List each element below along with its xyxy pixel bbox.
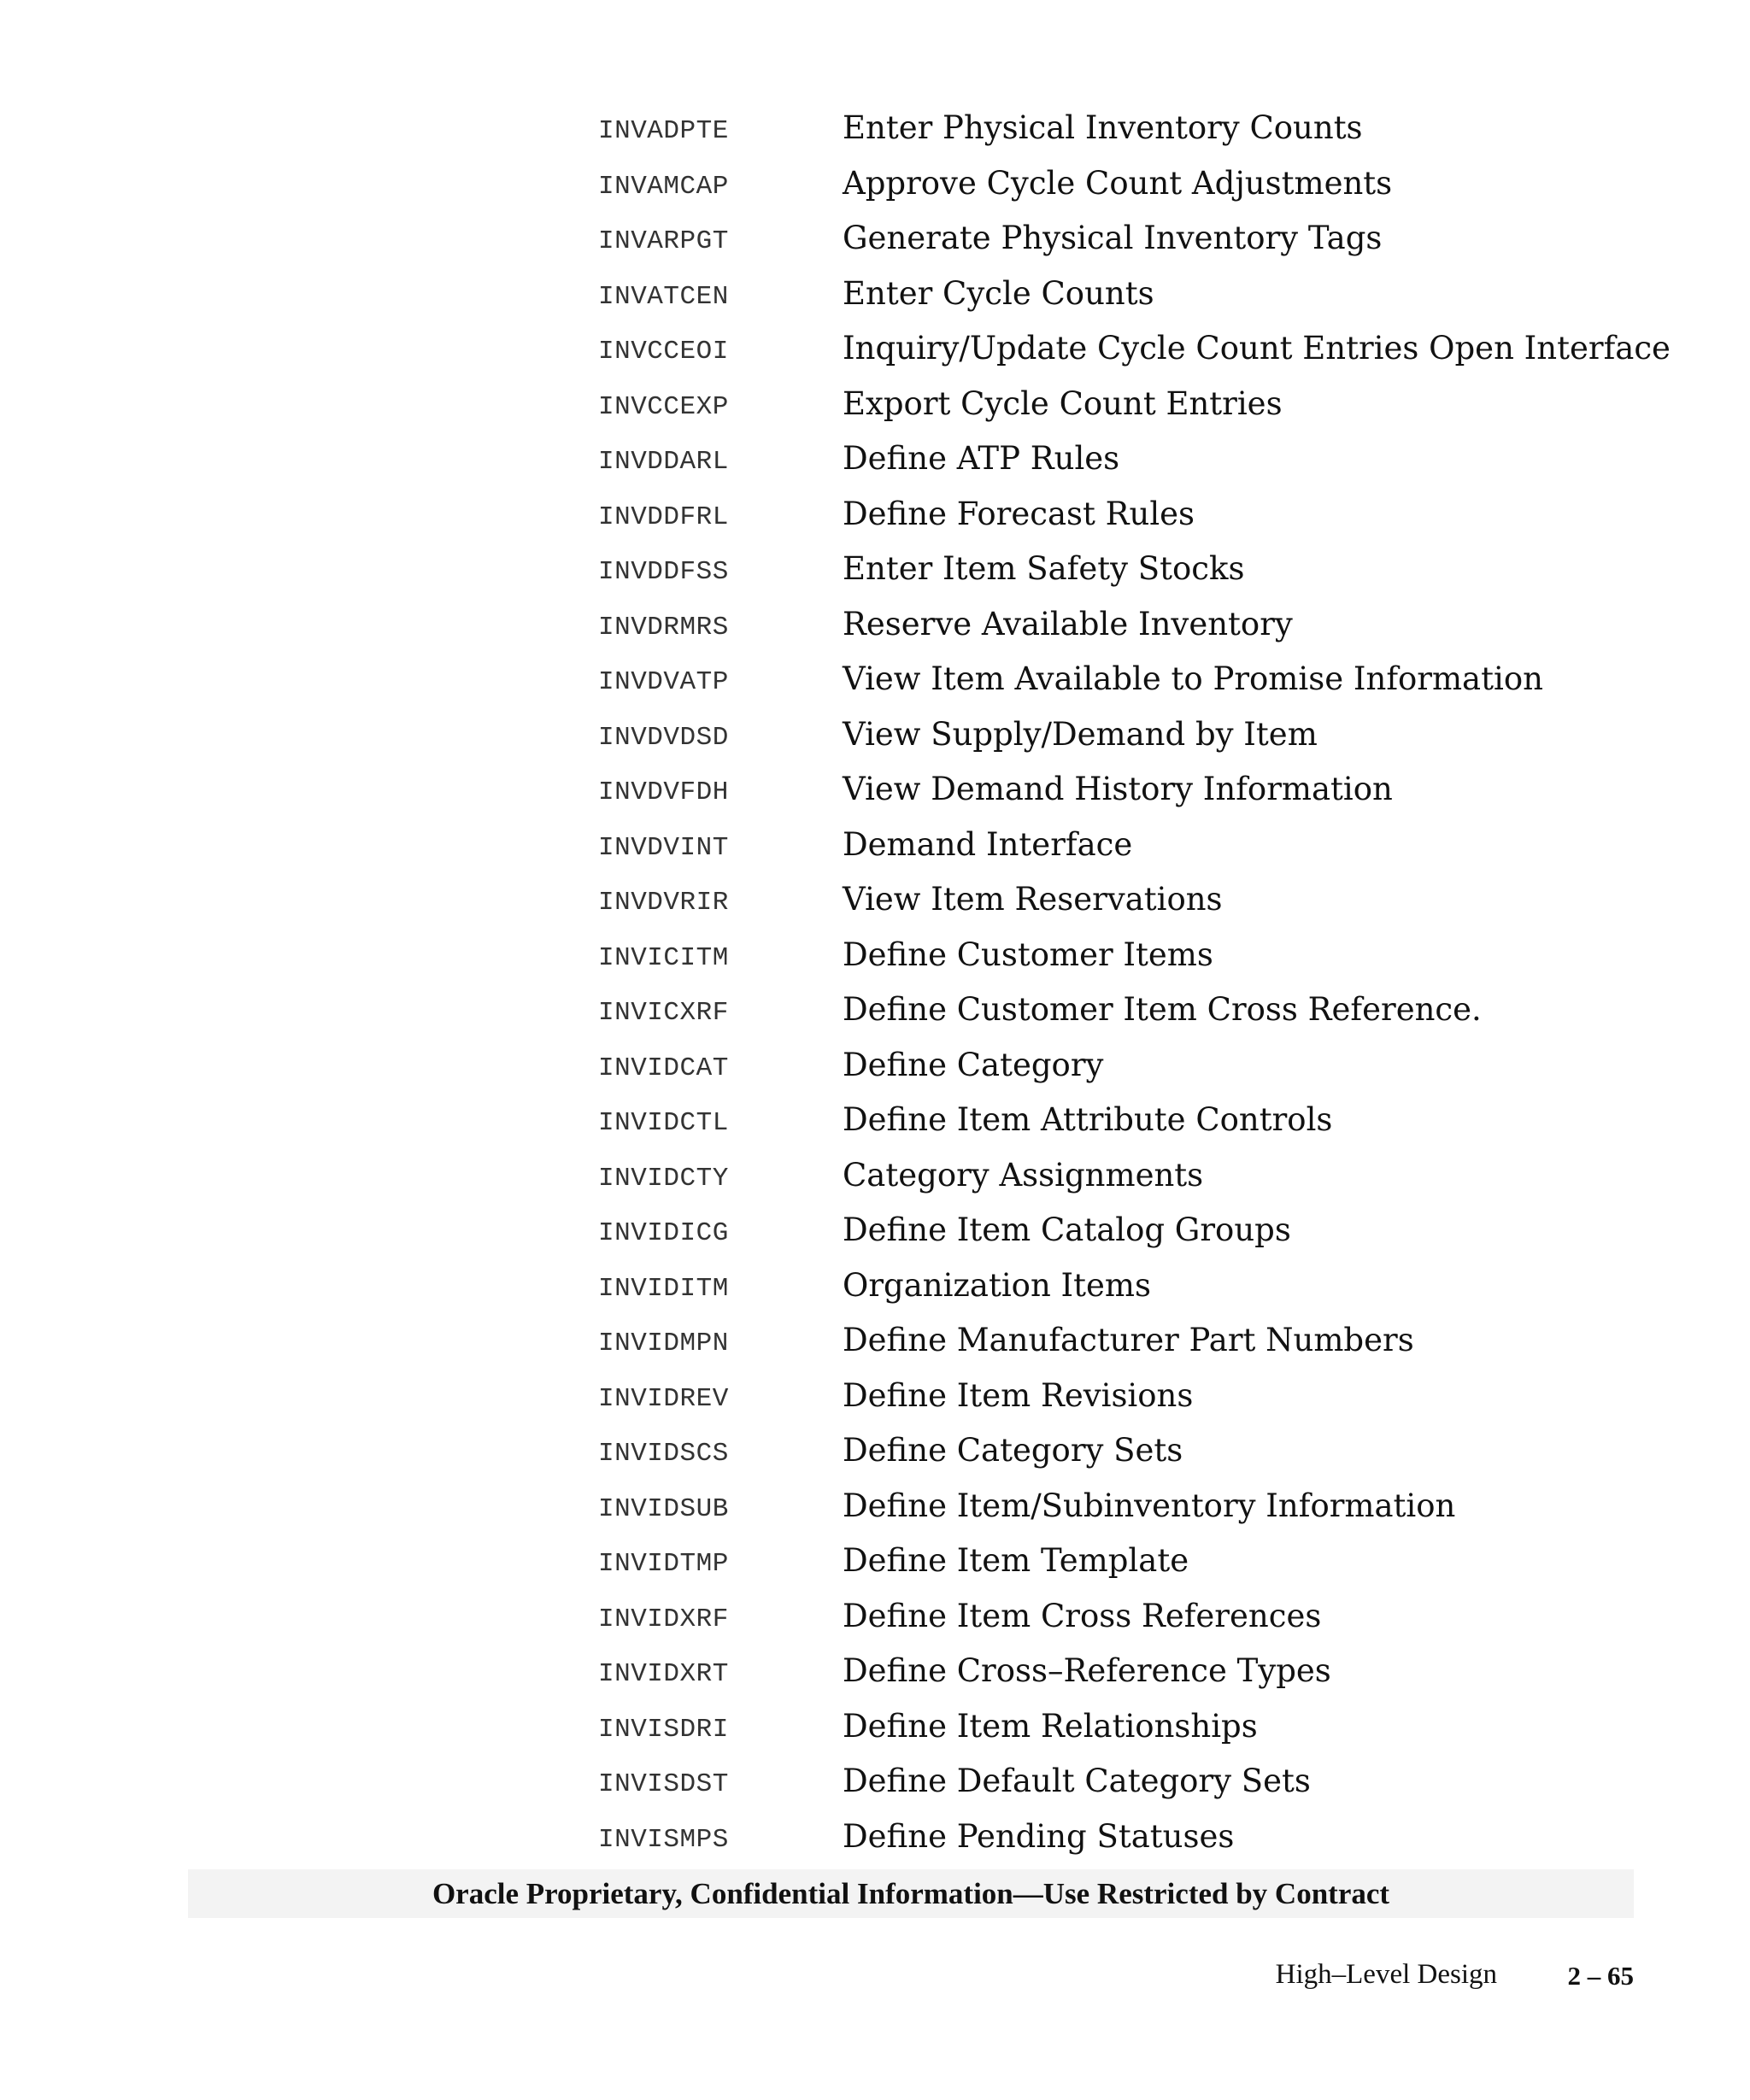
form-code: INVIDCTY <box>598 1163 729 1194</box>
form-description: View Item Available to Promise Information <box>843 660 1543 697</box>
list-item <box>0 377 1750 432</box>
list-item <box>0 321 1750 377</box>
form-code: INVIDMPN <box>598 1329 729 1358</box>
form-description: View Demand History Information <box>843 771 1393 807</box>
form-code: INVDVFDH <box>598 777 729 807</box>
confidentiality-banner <box>188 1869 1634 1918</box>
form-code: INVDRMRS <box>598 612 729 642</box>
list-item <box>0 1258 1750 1314</box>
form-code: INVICXRF <box>598 998 729 1028</box>
form-code: INVIDCAT <box>598 1053 729 1083</box>
list-item <box>0 1093 1750 1148</box>
form-code: INVCCEOI <box>598 337 729 367</box>
form-code: INVIDCTL <box>598 1108 729 1138</box>
form-description: Define Item Revisions <box>843 1376 1194 1414</box>
form-description: Define Forecast Rules <box>843 495 1195 532</box>
list-item <box>0 1754 1750 1810</box>
form-code: INVIDXRT <box>598 1659 729 1689</box>
list-item <box>0 652 1750 707</box>
form-code: INVDDFRL <box>598 502 729 532</box>
form-description: Define Cross–Reference Types <box>843 1652 1331 1689</box>
form-description: Reserve Available Inventory <box>843 605 1293 642</box>
form-description: Define ATP Rules <box>843 440 1120 477</box>
form-description: Define Category Sets <box>843 1432 1183 1469</box>
form-description: Enter Physical Inventory Counts <box>843 109 1363 146</box>
list-item <box>0 1479 1750 1534</box>
list-item <box>0 101 1750 156</box>
list-item <box>0 872 1750 928</box>
form-description: View Item Reservations <box>843 881 1223 918</box>
form-code: INVDVRIR <box>598 888 729 918</box>
form-description: Define Item Catalog Groups <box>843 1211 1291 1248</box>
form-description: Enter Cycle Counts <box>843 274 1154 312</box>
form-description: Approve Cycle Count Adjustments <box>843 164 1393 202</box>
form-description: Category Assignments <box>843 1156 1204 1194</box>
form-description: Define Item Template <box>843 1542 1189 1579</box>
list-item <box>0 542 1750 597</box>
list-item <box>0 267 1750 322</box>
form-code: INVIDTMP <box>598 1549 729 1579</box>
list-item <box>0 431 1750 487</box>
form-code: INVIDICG <box>598 1218 729 1248</box>
form-description: Define Customer Items <box>843 936 1213 973</box>
form-code: INVDVINT <box>598 832 729 863</box>
page-number: 2 – 65 <box>1567 1961 1634 1991</box>
list-item <box>0 1699 1750 1755</box>
form-code: INVDVATP <box>598 667 729 697</box>
form-description: Generate Physical Inventory Tags <box>843 220 1383 256</box>
footer-section-title: High–Level Design <box>1275 1959 1497 1990</box>
form-code: INVISDRI <box>598 1714 729 1745</box>
list-item <box>0 818 1750 873</box>
form-code: INVISDST <box>598 1769 729 1799</box>
form-description: Define Item Cross References <box>843 1597 1322 1634</box>
list-item <box>0 1148 1750 1204</box>
form-description: Enter Item Safety Stocks <box>843 550 1245 587</box>
list-item <box>0 983 1750 1038</box>
form-code: INVATCEN <box>598 281 729 312</box>
list-item <box>0 211 1750 267</box>
list-item <box>0 1810 1750 1865</box>
list-item <box>0 1203 1750 1258</box>
form-list <box>0 101 1750 1864</box>
form-description: Organization Items <box>843 1266 1152 1304</box>
list-item <box>0 597 1750 653</box>
form-description: Export Cycle Count Entries <box>843 384 1283 422</box>
confidentiality-notice: Oracle Proprietary, Confidential Information––Use Restricted by Contract <box>432 1876 1390 1910</box>
form-code: INVARPGT <box>598 226 729 256</box>
list-item <box>0 762 1750 818</box>
list-item <box>0 1313 1750 1369</box>
form-code: INVAMCAP <box>598 171 729 202</box>
form-description: Define Pending Statuses <box>843 1817 1235 1855</box>
list-item <box>0 707 1750 763</box>
form-code: INVICITM <box>598 942 729 973</box>
form-description: Define Default Category Sets <box>843 1763 1311 1799</box>
form-description: View Supply/Demand by Item <box>843 715 1318 753</box>
list-item <box>0 1644 1750 1699</box>
list-item <box>0 1589 1750 1645</box>
form-description: Define Item/Subinventory Information <box>843 1487 1456 1524</box>
list-item <box>0 928 1750 983</box>
list-item <box>0 1369 1750 1424</box>
form-code: INVADPTE <box>598 116 729 146</box>
list-item <box>0 156 1750 212</box>
list-item <box>0 1038 1750 1094</box>
form-description: Demand Interface <box>843 825 1133 863</box>
form-code: INVIDSUB <box>598 1493 729 1524</box>
form-code: INVDVDSD <box>598 722 729 753</box>
form-description: Define Manufacturer Part Numbers <box>843 1322 1414 1358</box>
form-description: Define Item Relationships <box>843 1707 1258 1745</box>
form-code: INVIDSCS <box>598 1439 729 1469</box>
form-code: INVISMPS <box>598 1824 729 1855</box>
list-item <box>0 1423 1750 1479</box>
form-code: INVDDARL <box>598 447 729 477</box>
list-item <box>0 1534 1750 1589</box>
form-description: Define Customer Item Cross Reference. <box>843 991 1482 1028</box>
form-code: INVCCEXP <box>598 391 729 422</box>
list-item <box>0 487 1750 543</box>
form-code: INVDDFSS <box>598 557 729 587</box>
form-code: INVIDITM <box>598 1273 729 1304</box>
form-code: INVIDXRF <box>598 1604 729 1634</box>
form-description: Define Item Attribute Controls <box>843 1101 1333 1138</box>
form-description: Define Category <box>843 1046 1104 1083</box>
form-code: INVIDREV <box>598 1383 729 1414</box>
form-description: Inquiry/Update Cycle Count Entries Open Interface <box>843 330 1671 367</box>
